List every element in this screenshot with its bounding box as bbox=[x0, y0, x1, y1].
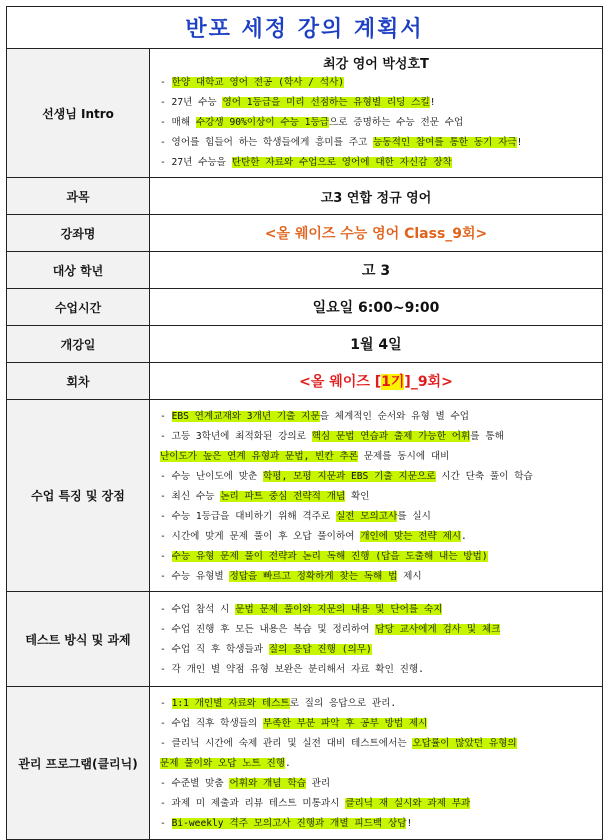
start-label: 개강일 bbox=[7, 326, 150, 363]
list-item bbox=[160, 714, 594, 734]
highlighted-text: 문제 풀이와 오답 노트 진행 bbox=[160, 758, 286, 769]
highlighted-text: 핵심 문법 연습과 출제 가능한 어휘 bbox=[311, 430, 471, 442]
plain-text: - 수능 난이도에 맞춘 bbox=[160, 470, 264, 482]
plain-text: - bbox=[160, 698, 172, 709]
features-label: 수업 특징 및 장점 bbox=[7, 400, 150, 592]
plain-text: - 수업 직후 학생들의 bbox=[160, 718, 264, 729]
list-item bbox=[160, 487, 594, 507]
lesson-plan-table bbox=[6, 6, 603, 840]
plain-text: 관리 bbox=[305, 778, 331, 789]
list-item bbox=[160, 73, 594, 93]
plain-text: - 고등 3학년에 최적화된 강의로 bbox=[160, 430, 312, 442]
clinic-cell bbox=[150, 687, 603, 840]
list-item bbox=[160, 133, 594, 153]
plain-text: - 각 개인 별 약점 유형 보완은 분리해서 자료 확인 진행. bbox=[160, 664, 424, 675]
highlighted-text: 오답률이 많았던 유형의 bbox=[412, 738, 517, 749]
list-item bbox=[160, 113, 594, 133]
highlighted-text: 부족한 부분 파악 후 공부 방법 제시 bbox=[263, 718, 428, 729]
page-title: 반포 세정 강의 계획서 bbox=[7, 7, 603, 49]
plain-text: - 영어를 힘들어 하는 학생들에게 흥미를 주고 bbox=[160, 137, 374, 148]
highlighted-text: 어휘와 개념 학습 bbox=[229, 778, 306, 789]
plain-text: 확인 bbox=[345, 490, 370, 502]
plain-text: - 과제 미 제출과 리뷰 테스트 미통과시 bbox=[160, 798, 346, 809]
list-item bbox=[160, 600, 594, 620]
list-item bbox=[160, 547, 594, 567]
list-item bbox=[160, 794, 594, 814]
list-item bbox=[160, 407, 594, 427]
plain-text: - 최신 수능 bbox=[160, 490, 221, 502]
list-item bbox=[160, 620, 594, 640]
intro-label: 선생님 Intro bbox=[7, 49, 150, 178]
session-cohort: 1기 bbox=[381, 374, 405, 390]
plain-text: - bbox=[160, 410, 172, 422]
grade-value: 고 3 bbox=[150, 252, 603, 289]
plain-text: ! bbox=[429, 97, 436, 108]
list-item bbox=[160, 447, 594, 467]
list-item bbox=[160, 774, 594, 794]
highlighted-text: EBS 연계교재와 3개년 기출 지문 bbox=[171, 410, 320, 422]
plain-text: 시간 단축 풀이 학습 bbox=[435, 470, 533, 482]
intro-cell bbox=[150, 49, 603, 178]
list-item bbox=[160, 640, 594, 660]
plain-text: - 매해 bbox=[160, 117, 196, 128]
list-item bbox=[160, 467, 594, 487]
clinic-list bbox=[150, 688, 602, 838]
list-item bbox=[160, 567, 594, 587]
highlighted-text: 개인에 맞는 전략 제시 bbox=[360, 530, 462, 542]
plain-text: . bbox=[461, 530, 467, 542]
highlighted-text: 한양 대학교 영어 전공 (학사 / 석사) bbox=[171, 77, 345, 88]
plain-text: - 클리닉 시간에 숙제 관리 및 실전 대비 테스트에서는 bbox=[160, 738, 413, 749]
features-cell bbox=[150, 400, 603, 592]
lesson-plan-sheet bbox=[6, 6, 602, 840]
highlighted-text: 1:1 개인별 자료와 테스트 bbox=[171, 698, 290, 709]
highlighted-text: 수능 유형 문제 풀이 전략과 논리 독해 진행 (답을 도출해 내는 방법) bbox=[171, 550, 488, 562]
plain-text: 를 실시 bbox=[397, 510, 431, 522]
tests-label: 테스트 방식 및 과제 bbox=[7, 592, 150, 687]
highlighted-text: 난이도가 높은 연계 유형과 문법, 빈칸 추론 bbox=[160, 450, 358, 462]
highlighted-text: 실전 모의고사 bbox=[335, 510, 398, 522]
plain-text: - 수준별 맞춤 bbox=[160, 778, 230, 789]
session-label: 회차 bbox=[7, 363, 150, 400]
plain-text: - bbox=[160, 77, 172, 88]
subject-label: 과목 bbox=[7, 178, 150, 215]
clinic-label: 관리 프로그램(클리닉) bbox=[7, 687, 150, 840]
subject-value: 고3 연합 정규 영어 bbox=[150, 178, 603, 215]
tests-cell bbox=[150, 592, 603, 687]
plain-text: - bbox=[160, 550, 172, 562]
plain-text: 로 질의 응답으로 관리. bbox=[289, 698, 397, 709]
session-prefix: <올 웨이즈 [ bbox=[299, 374, 382, 390]
plain-text: - 수능 유형별 bbox=[160, 570, 230, 582]
highlighted-text: 논리 파트 중심 전략적 개념 bbox=[220, 490, 346, 502]
plain-text: 으로 증명하는 수능 전문 수업 bbox=[328, 117, 464, 128]
plain-text: - bbox=[160, 818, 172, 829]
time-value: 일요일 6:00~9:00 bbox=[150, 289, 603, 326]
plain-text: 제시 bbox=[397, 570, 422, 582]
highlighted-text: 학평, 모평 지문과 EBS 기출 지문으로 bbox=[263, 470, 436, 482]
features-list bbox=[150, 401, 602, 591]
highlighted-text: 탄탄한 자료와 수업으로 영어에 대한 자신감 장착 bbox=[231, 157, 452, 168]
session-suffix: ]_9회> bbox=[404, 374, 453, 390]
list-item bbox=[160, 814, 594, 834]
highlighted-text: 질의 응답 진행 (의무) bbox=[268, 644, 372, 655]
intro-list bbox=[150, 72, 602, 177]
plain-text: 문제를 동시에 대비 bbox=[357, 450, 450, 462]
list-item bbox=[160, 93, 594, 113]
highlighted-text: 영어 1등급을 미리 선점하는 유형별 리딩 스킬 bbox=[222, 97, 430, 108]
teacher-name: 최강 영어 박성호T bbox=[323, 57, 429, 72]
highlighted-text: Bi-weekly 격주 모의고사 진행과 개별 피드백 상담 bbox=[171, 818, 407, 829]
course-value: <올 웨이즈 수능 영어 Class_9회> bbox=[150, 215, 603, 252]
plain-text: . bbox=[285, 758, 291, 769]
plain-text: - 수업 진행 후 모든 내용은 복습 및 정리하여 bbox=[160, 624, 376, 635]
course-label: 강좌명 bbox=[7, 215, 150, 252]
plain-text: 를 통해 bbox=[470, 430, 504, 442]
list-item bbox=[160, 527, 594, 547]
highlighted-text: 정답을 빠르고 정확하게 찾는 독해 법 bbox=[229, 570, 398, 582]
plain-text: - 수업 참석 시 bbox=[160, 604, 236, 615]
list-item bbox=[160, 754, 594, 774]
highlighted-text: 문법 문제 풀이와 지문의 내용 및 단어를 숙지 bbox=[235, 604, 443, 615]
highlighted-text: 클리닉 재 실시와 과제 부과 bbox=[345, 798, 471, 809]
plain-text: 을 체계적인 순서와 유형 별 수업 bbox=[319, 410, 470, 422]
plain-text: ! bbox=[516, 137, 523, 148]
tests-list bbox=[150, 594, 602, 684]
list-item bbox=[160, 153, 594, 173]
list-item bbox=[160, 507, 594, 527]
highlighted-text: 담당 교사에게 검사 및 체크 bbox=[375, 624, 501, 635]
plain-text: - 27년 수능을 bbox=[160, 157, 232, 168]
list-item bbox=[160, 427, 594, 447]
list-item bbox=[160, 660, 594, 680]
list-item bbox=[160, 734, 594, 754]
plain-text: - 수능 1등급을 대비하기 위해 격주로 bbox=[160, 510, 336, 522]
session-value bbox=[150, 363, 603, 400]
grade-label: 대상 학년 bbox=[7, 252, 150, 289]
list-item bbox=[160, 694, 594, 714]
start-value: 1월 4일 bbox=[150, 326, 603, 363]
plain-text: - 27년 수능 bbox=[160, 97, 223, 108]
plain-text: - 시간에 맞게 문제 풀이 후 오답 풀이하여 bbox=[160, 530, 361, 542]
plain-text: - 수업 직 후 학생들과 bbox=[160, 644, 269, 655]
highlighted-text: 능동적인 참여를 통한 동기 자극 bbox=[373, 137, 517, 148]
highlighted-text: 수강생 90%이상이 수능 1등급 bbox=[195, 117, 329, 128]
plain-text: ! bbox=[406, 818, 413, 829]
time-label: 수업시간 bbox=[7, 289, 150, 326]
